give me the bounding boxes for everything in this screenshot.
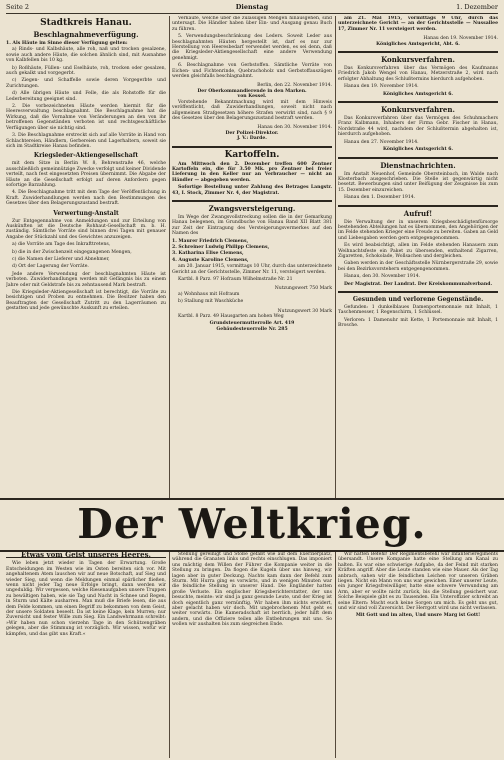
signature: Königliches Amtsgericht 6. [382, 147, 454, 153]
notice-title: Dienstnachrichten. [380, 160, 456, 170]
table-row: Gebäudesteuerrolle Nr. 285 [216, 326, 288, 332]
notice-subtitle: Beschlagnahmeverfügung. [33, 30, 139, 39]
date-line: Hanau den 1. Dezember 1914. [344, 195, 416, 201]
table-row: Kartbl. 8 Parz. 49 Hausgarten am hohen Weg [178, 314, 284, 320]
list-item: b) die in der Zwischenzeit eingegangenen Mengen, [12, 249, 132, 255]
page-header [6, 3, 498, 14]
list-item: 2. Schreiner Ludwig Philipp Clemens, [172, 245, 270, 250]
notice-title: Stadtkreis Hanau. [40, 18, 132, 28]
notice-title: Kartoffeln. [224, 149, 280, 160]
article-column-3 [338, 552, 498, 758]
separator [338, 101, 498, 103]
paragraph: 5. Verwendungsbeschränkung des Leders. Soweit Leder aus beschlagnahmten Häuten hergestellt ist, darf es nur zur Herstellung von Heeresbedarf verwendet werden, es sei denn, daß die Kriegsleder-Aktiengesellschaft eine andere Verwendung genehmigt. [172, 34, 332, 61]
list-item: d) Ort der Lagerung der Vorräte. [12, 264, 89, 270]
column-1 [6, 16, 166, 496]
column-3 [338, 16, 498, 496]
signature: J. V.: Darde. [237, 136, 267, 142]
column-rule [169, 16, 170, 498]
page-number: Seite 2 [6, 3, 30, 11]
paragraph: Im Wege der Zwangsvollstreckung sollen die in der Gemarkung Hanau belegenen, im Grundbuche von Hanau Band XII Blatt 381 zur Zeit der Eintragung des Versteigerungsvermerkes auf den Namen des [172, 214, 332, 237]
table-row: Kartbl. 8 Parz. 97 Hofraum Wilhelmstraße Nr. 21 [178, 277, 293, 283]
article-heading: Etwas vom Geist unseres Heeres. [6, 552, 166, 558]
paragraph: Am Mittwoch den 2. Dezember treffen 600 Zentner Kartoffeln ein, die für 3.50 Mk. pro Zentner bei freier Lieferung in den Keller nur an Verbraucher — nicht an Händler — abgegeben werden. [172, 161, 332, 183]
section-title: Der Weltkrieg. [0, 498, 504, 552]
list-item: a) die Vorräte am Tage des Inkrafttretens, [12, 242, 111, 248]
list-item: 1. Maurer Friedrich Clemens, [172, 238, 249, 244]
notice-title: Konkursverfahren. [381, 105, 455, 115]
notice-intro: 1. Als Häute im Sinne dieser Verfügung gelten: [6, 41, 128, 46]
header-date: 1. Dezember [456, 3, 498, 11]
table-row: a) Wohnhaus mit Hofraum [178, 291, 240, 297]
paragraph: 4. Die Beschlagnahme tritt mit dem Tage der Veröffentlichung in Kraft. Zuwiderhandlungen werden nach den Bestimmungen des Gesetzes über den Belagerungszustand bestraft. [6, 190, 166, 207]
paragraph: Vorstehende Bekanntmachung wird mit dem Hinweis veröffentlicht, daß Zuwiderhandlungen, soweit nicht nach allgemeinen Strafgesetzen höhere Strafen verwirkt sind, nach § 9 des Gesetzes über den Belagerungszustand bestraft werden. [172, 99, 332, 121]
paragraph: am 20. Januar 1915, vormittags 10 Uhr, durch das unterzeichnete Gericht an der Gerichtsstelle, Zimmer Nr. 11, versteigert werden. [172, 264, 332, 275]
paragraph: Verkäufe, welche über die zulässigen Mengen hinausgehen, sind untersagt. Die Händler haben über Ein- und Ausgang genau Buch zu führen. [172, 16, 332, 32]
date-line: Berlin, den 22. November 1914. [257, 83, 332, 89]
table-row: b) Stallung mit Waschküche [178, 299, 244, 305]
list-item: d) Alle übrigen Häute und Felle, die als Rohstoffe für die Lederbereitung geeignet sind. [6, 91, 166, 102]
paragraph: Die Verwaltung der in unserem Kriegsbeschädigtenfürsorge bestehenden Abteilungen hat es übernommen, den Angehörigen der im Felde stehenden Krieger eine Freude zu bereiten. Gaben an Geld und Liebesgaben werden gern entgegengenommen. [338, 219, 498, 241]
separator [338, 51, 498, 53]
paragraph: Sofortige Bestellung unter Zahlung des Betrages Langstr. 43, I. Stock, Zimmer Nr. 4, der Magistrat. [172, 185, 332, 196]
date-line: Hanau den 19. November 1914. [423, 36, 498, 42]
list-item: c) Ziegen- und Schaffelle sowie deren Vorgegerbte und Zurichtungen. [6, 78, 166, 89]
column-2 [172, 16, 332, 496]
separator [172, 146, 332, 148]
table-row: Grundsteuermutterrolle Art. 419 [209, 321, 295, 327]
paragraph: Gefunden: 1 dunkelblaues Damenportemonnaie mit Inhalt, 1 Taschenmesser, 1 Regenschirm, 1 Schlüssel. [338, 305, 498, 316]
signature: von Kessel. [237, 94, 267, 100]
column-rule [335, 552, 336, 758]
list-item: c) die Namen der Lieferer und Abnehmer, [12, 257, 110, 262]
table-row: Nutzungswert 30 Mark [277, 308, 332, 314]
separator [338, 291, 498, 293]
separator [338, 205, 498, 207]
column-rule [335, 16, 336, 498]
paragraph: 3. Die Beschlagnahme erstreckt sich auf alle Vorräte in Hand von Schlachtereien, Händlern, Gerbereien und Lagerhaltern, soweit sie sich im Stadtkreise Hanau befinden. [6, 133, 166, 149]
signature: Königliches Amtsgericht 6. [382, 91, 454, 97]
article-column-1 [6, 552, 166, 758]
list-item: a) Rinds- und Kalbshäute, alle roh, naß und trocken gesalzene, sowie auch andere Häute, die solchen ähnlich sind, mit Ausnahme von Kalbfellen bis 10 kg. [6, 47, 166, 64]
paragraph: 2. Die vorbezeichneten Häute werden hiermit für die Heeresverwaltung beschlagnahmt. Die Beschlagnahme hat die Wirkung, daß die Vornahme von Veränderungen an den von ihr betroffenen Gegenständen verboten ist und rechtsgeschäftliche Verfügungen über sie nichtig sind. [6, 104, 166, 131]
list-item: 4. Auguste Karoline Clemens, [172, 257, 249, 263]
date-line: Hanau den 27. November 1914. [344, 139, 419, 145]
section-heading: Kriegsleder-Aktiengesellschaft [33, 152, 139, 160]
list-item: 3. Katharina Elise Clemens, [172, 251, 244, 257]
paragraph: mit dem Sitze in Berlin W. 8, Behrenstraße 46, welche ausschließlich gemeinnützige Zwecke verfolgt und keiner Dividende verteilt, nach fest eingesetzten Preisen übernimmt. Die Abgabe der Häute an die Gesellschaft erfolgt auf deren Anfordern gegen sofortige Barzahlung. [6, 161, 166, 188]
notice-title: Gesunden und verlorene Gegenstände. [352, 296, 484, 303]
signature: Der Oberkommandierende in den Marken. [197, 88, 307, 94]
paragraph: Im Anstalt Neuenhof, Gemeinde Obersteinbach, im Walde nach Klosterbach ausgeschrieben. Die Stelle ist gegenwärtig nicht besetzt. Bewerbungen sind unter Beifügung der Zeugnisse bis zum 15. Dezember einzureichen. [338, 171, 498, 193]
article-closing: Mit Gott und im alten, Und unsre Marg ist Gott! [355, 613, 481, 619]
paragraph: Verloren: 1 Damenuhr mit Kette, 1 Portemonnaie mit Inhalt, 1 Brosche. [338, 317, 498, 329]
article-text: Wir hatten Befehl! Der Regimentsbefehl war Infanterieregiments übersandt. Unsere Kompanie hatte eine Stellung am Kanal zu halten. Es war eine schwierige Aufgabe, da der Feind mit starken Kräften angriff. Aber die Leute standen wie eine Mauer. Als der Tag anbrach, sahen wir die feindlichen Leichen vor unseren Gräben liegen. Nicht ein Mann von uns war gewichen. Einer unserer Leute, ein junger Kriegsfreiwilliger, hatte eine schwere Verwundung am Arm, aber er wollte nicht zurück, bis die Stellung gesichert war. Solche Beispiele gibt es zu Tausenden. Ein Unteroffizier schreibt an seine Eltern: Macht euch keine Sorgen um mich. Es geht uns gut, und wir sind voll Zuversicht. Der Herrgott wird uns nicht verlassen. [338, 552, 498, 612]
column-rule [169, 552, 170, 758]
paragraph: 6. Beschlagnahme von Gerbstoffen. Sämtliche Vorräte von Eichen- und Fichtenrinde, Quebrachoholz und Gerbstoffauszügen werden gleichfalls beschlagnahmt. [172, 63, 332, 80]
signature: Der Polizei-Direktor. [225, 130, 279, 136]
separator [172, 200, 332, 202]
notice-title: Konkursverfahren. [381, 55, 455, 65]
paragraph: Die Kriegsleder-Aktiengesellschaft ist berechtigt, die Vorräte zu besichtigen und Proben zu entnehmen. Die Besitzer haben den Beauftragten der Gesellschaft Zutritt zu den Lagerräumen zu gestatten und jede gewünschte Auskunft zu erteilen. [6, 290, 166, 312]
signature: Königliches Amtsgericht, Abt. 6. [376, 41, 460, 47]
table-row: Nutzungswert 750 Mark [274, 286, 332, 292]
list-item: b) Roßhäute, Füllen- und Eselhäute, roh, trocken oder gesalzen, auch gekalkt und vorgegerbt. [6, 65, 166, 77]
paragraph: Gaben werden in der Geschäftsstelle Nürnbergerstraße 29, sowie bei den Bezirksvorstehern entgegengenommen. [338, 261, 498, 272]
separator [338, 157, 498, 159]
section-heading: Verwertung-Anstalt [53, 209, 119, 217]
paragraph: Es wird beabsichtigt, allen im Felde stehenden Hanauern zum Weihnachtsfeste ein Paket zu übersenden, enthaltend Zigarren, Zigaretten, Schokolade, Wollsachen und dergleichen. [338, 243, 498, 259]
paragraph: Das Konkursverfahren über das Vermögen des Schuhmachers Franz Kalbmann, Inhabers der Firma Gebr. Fischer in Hanau, Nordstraße 44 wird, nachdem der Schlußtermin abgehalten ist, hierdurch aufgehoben. [338, 116, 498, 138]
paragraph: Jede andere Verwendung der beschlagnahmten Häute ist verboten. Zuwiderhandlungen werden mit Gefängnis bis zu einem Jahre oder mit Geldstrafe bis zu zehntausend Mark bestraft. [6, 271, 166, 288]
paragraph: am 21. Mai 1915, vormittags 9 Uhr, durch das unterzeichnete Gericht — an der Gerichtsstelle — Nussallee 17, Zimmer Nr. 11 versteigert werden. [338, 16, 498, 32]
article-column-2 [172, 552, 332, 758]
paragraph: Das Konkursverfahren über das Vermögen des Kaufmanns Friedrich Jakob Wengel von Hanau, Metzerstraße 2, wird nach erfolgter Abhaltung des Schlußtermins hierdurch aufgehoben. [338, 66, 498, 82]
signature: Der Magistrat. Der Landrat. Der Kreiskommunalverband. [343, 281, 493, 287]
article-text: Stellung gereinigt und Stöße gefaßt wie auf dem Exerzierplatz, während die Granaten links und rechts einschlugen. Das imponiert uns mächtig dem Willen der Führer die Kompanie weiter in die Stellung zu bringen. Da flogen die Kugeln über uns hinweg, wir lagen aber in guter Deckung. Nachts kam dann der Befehl zum Sturm. Mit Hurra ging es vorwärts, und in wenigen Minuten war die feindliche Stellung in unserer Hand. Die Engländer hatten große Verluste. Ein englischer Kriegsberichterstatter, der uns besuchte, meinte: wir sind ja ganz gesunde Leute, und der Krieg ist doch eigentlich ganz vernünftig. Wir haben ihm nichts erwidert, aber gelacht haben wir doch. Mit ungebrochenem Mut geht es weiter vorwärts. Die Kameradschaft ist herrlich, jeder hilft dem andern, und die Offiziere teilen alle Entbehrungen mit uns. So wollen wir aushalten bis zum siegreichen Ende. [172, 552, 332, 628]
notice-title: Zwangsversteigerung. [208, 203, 296, 213]
date-line: Hanau, den 30. November 1914. [344, 274, 421, 280]
date-line: Hanau den 19. November 1914. [344, 84, 419, 90]
paragraph: Zur Entgegennahme von Anmeldungen und zur Erteilung von Auskünften ist die Deutsche Rohhaut-Gesellschaft m. b. H. zuständig. Sämtliche Vorräte sind binnen drei Tagen mit genauer Angabe der Stückzahl und des Gewichtes anzuzeigen. [6, 218, 166, 240]
date-line: Hanau den 30. November 1914. [257, 125, 332, 131]
header-weekday: Dienstag [235, 3, 269, 11]
article-text: Wie leben jetzt wieder in Tagen der Erwartung. Große Entscheidungen im Westen wie im Osten bereiten sich vor. Mit angehaltenem Atem lauschen wir auf neue Botschaft, auf Sieg und wieder Sieg, und wenn die Meldungen einmal spärlicher fließen, wenn nicht jeder Tag neue Erfolge bringt, dann werden wir ungeduldig. Wir vergessen, welche Riesenaufgaben unsere Truppen zu bewältigen haben, wie sie Tag und Nacht in Schnee und Regen, in Sturm und Kälte ausharren. Man muß die Briefe lesen, die aus dem Felde kommen, um einen Begriff zu bekommen von dem Geist, der unsere Soldaten beseelt. Da ist keine Klage, kein Murren; nur Zuversicht und fester Wille zum Sieg. Ein Landwehrmann schreibt: »Wir haben nun schon vierzehn Tage in den Schützengräben gelegen, aber die Stimmung ist vorzüglich. Wir wissen, wofür wir kämpfen, und das gibt uns Kraft.« [6, 561, 166, 637]
notice-title: Aufruf! [403, 208, 433, 218]
